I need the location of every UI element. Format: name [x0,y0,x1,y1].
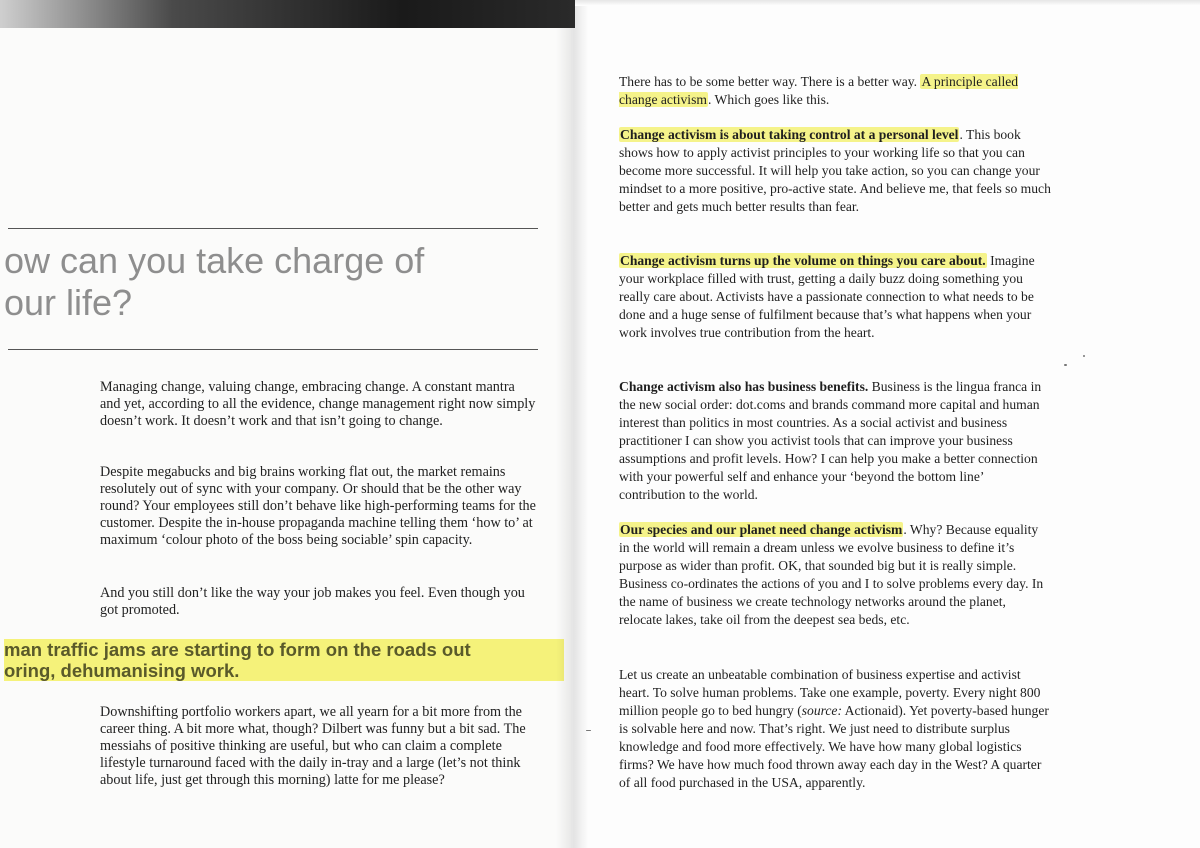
left-paragraph-2: Despite megabucks and big brains working flat out, the market remains resolutely out of sync with your company. Or should that be the other way round? Your employees still don’t behave like high-performing teams for the customer. Despite the in-house propaganda machine telling them ‘how to’ at maximum ‘colour photo of the boss being sociable’ spin capacity. [100,464,536,548]
rp4-text-after: Business is the lingua franca in the new social order: dot.coms and brands command more capital and human interest than politics in most countries. As a social activist and business practitioner I can show you activist tools that can improve your business assumptions and profit levels. How? I can help you make a better connection with your powerful self and enhance your ‘beyond the bottom line’ contribution to the world. [619,379,1042,502]
left-paragraph-4: Downshifting portfolio workers apart, we all yearn for a bit more from the career thing. A bit more what, though? Dilbert was funny but a bit sad. The messiahs of positive thinking are useful, but who can claim a complete lifestyle turnaround faced with the daily in-tray and a large (let’s not think about life, just get through this morning) latte for me please? [100,704,526,788]
chapter-title [4,240,564,324]
scan-speck [586,730,591,731]
rp2-text-after: . This book shows how to apply activist principles to your working life so that you can become more successful. It will help you take action, so you can change your mindset to a more positive, pro-active state. And believe me, that feels so much better and gets much better results than fear. [619,127,1051,214]
right-paragraph-2 [619,126,1051,216]
right-paragraph-3 [619,252,1051,342]
rp5-highlight: Our species and our planet need change activism [620,522,903,537]
pull-quote-line-2-text: oring, dehumanising work. [4,660,564,681]
pull-quote-line-1-text: man traffic jams are starting to form on the roads out [4,639,564,660]
scan-speck [1083,355,1085,357]
rp1-text-after: . Which goes like this. [707,92,830,107]
rp4-lead: Change activism also has business benefits. [619,379,869,394]
title-rule-top [8,228,538,229]
scan-top-edge [0,0,575,28]
pull-quote [4,639,564,681]
right-paragraph-1 [619,73,1051,109]
right-paragraph-4 [619,378,1051,504]
left-paragraph-3: And you still don’t like the way your job makes you feel. Even though you got promoted. [100,585,525,618]
rp3-text-after: Imagine your workplace filled with trust, getting a daily buzz doing something you really care about. Activists have a passionate connection to what needs to be done and a huge sense of fulfilment because that’s what happens when your work involves true contribution from the heart. [619,253,1035,340]
rp1-highlight: A principle called change activism [619,74,1019,107]
left-page [0,0,572,848]
rp6-source-label: source: [801,703,842,718]
right-paragraph-6 [619,666,1051,792]
book-gutter [556,0,588,848]
title-rule-bottom [8,349,538,350]
chapter-title-line-2: our life? [4,282,133,323]
chapter-title-line-1: ow can you take charge of [4,240,425,281]
scan-speck [1064,364,1067,366]
scan-top-edge-right [575,0,1200,6]
right-paragraph-5 [619,521,1051,629]
rp3-highlight: Change activism turns up the volume on things you care about. [620,253,986,268]
rp5-text-after: . Why? Because equality in the world will remain a dream unless we evolve business to define it’s purpose as wider than profit. OK, that sounded big but it is really simple. Business co-ordinates the actions of you and I to solve problems every day. In the name of business we create technology networks around the planet, relocate lakes, take oil from the deepest sea beds, etc. [619,522,1044,627]
rp6-text-after: Actionaid). Yet poverty-based hunger is solvable here and now. That’s right. We just need to distribute surplus knowledge and food more effectively. We have how many global logistics firms? We have how much food thrown away each day in the West? A quarter of all food purchased in the USA, apparently. [619,703,1049,790]
left-paragraph-1: Managing change, valuing change, embracing change. A constant mantra and yet, according to all the evidence, change management right now simply doesn’t work. It doesn’t work and that isn’t going to change. [100,379,536,429]
rp2-highlight: Change activism is about taking control at a personal level [620,127,959,142]
rp6-text-before: Let us create an unbeatable combination of business expertise and activist heart. To solve human problems. Take one example, poverty. Every night 800 million people go to bed hungry ( [619,667,1041,718]
rp1-text-before: There has to be some better way. There is a better way. [619,74,921,89]
pull-quote-line-2 [4,660,564,681]
pull-quote-line-1 [4,639,564,660]
